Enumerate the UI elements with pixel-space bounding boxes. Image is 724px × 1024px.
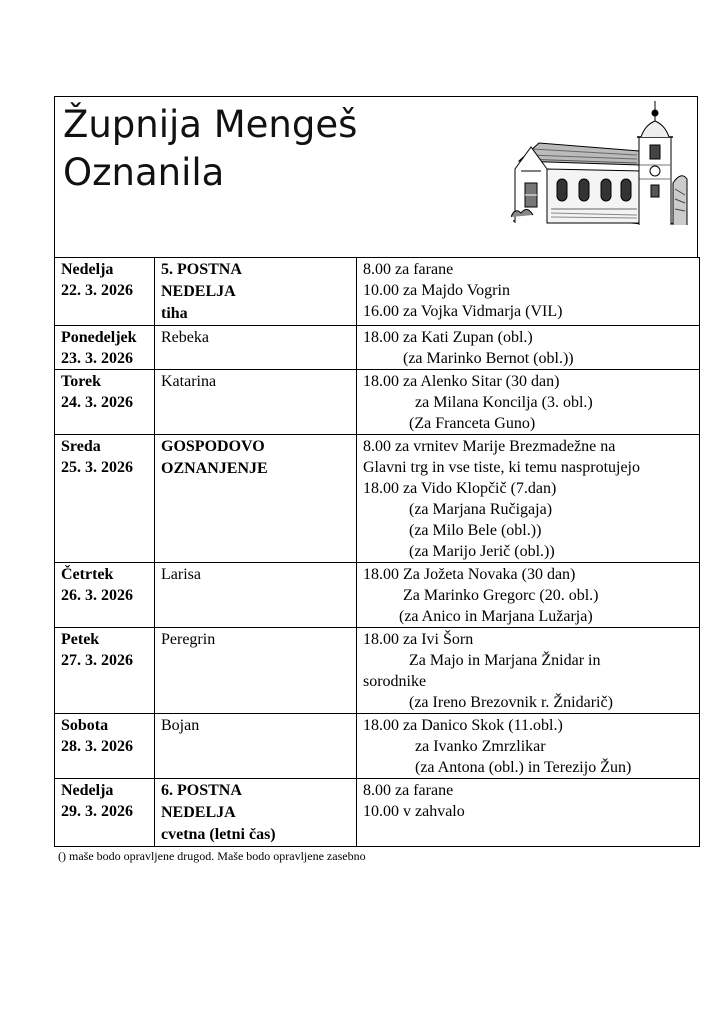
day-cell: [55, 258, 155, 326]
feast-line: GOSPODOVO: [161, 438, 265, 455]
mass-intention: 10.00 za Majdo Vogrin: [363, 282, 510, 299]
weekday: Sobota: [61, 717, 109, 734]
feast-line: NEDELJA: [161, 804, 236, 821]
schedule-row: [55, 326, 700, 370]
feast-line: 6. POSTNA: [161, 782, 242, 799]
date: 22. 3. 2026: [61, 282, 133, 299]
footnote: () maše bodo opravljene drugod. Maše bodo opravljene zasebno: [58, 849, 366, 863]
schedule-row: [55, 714, 700, 779]
feast-cell: [155, 563, 357, 628]
feast-line: 5. POSTNA: [161, 261, 242, 278]
feast-cell: [155, 435, 357, 563]
weekday: Sreda: [61, 438, 101, 455]
feast-cell: [155, 628, 357, 714]
weekday: Torek: [61, 373, 102, 390]
bulletin-title: Oznanila: [63, 151, 225, 194]
mass-intention: 18.00 za Vido Klopčič (7.dan): [363, 480, 557, 497]
feast-line: Peregrin: [161, 631, 216, 648]
mass-intentions-cell: [357, 563, 700, 628]
day-cell: [55, 563, 155, 628]
mass-intention: 8.00 za farane: [363, 782, 454, 799]
mass-intention: 18.00 za Ivi Šorn: [363, 631, 474, 648]
mass-intention: Za Majo in Marjana Žnidar in: [409, 652, 601, 669]
mass-intention: (Za Franceta Guno): [409, 415, 536, 432]
mass-intentions-cell: [357, 258, 700, 326]
bulletin-header: [54, 96, 698, 258]
mass-intention: (za Marjana Ručigaja): [409, 501, 553, 518]
mass-intention: 16.00 za Vojka Vidmarja (VIL): [363, 303, 563, 320]
weekday: Četrtek: [61, 566, 114, 583]
day-cell: [55, 370, 155, 435]
feast-line: OZNANJENJE: [161, 460, 268, 477]
weekday: Nedelja: [61, 261, 114, 278]
mass-intention: 18.00 Za Jožeta Novaka (30 dan): [363, 566, 576, 583]
mass-intention: 10.00 v zahvalo: [363, 803, 465, 820]
mass-intentions-cell: [357, 435, 700, 563]
feast-line: cvetna (letni čas): [161, 826, 276, 843]
day-cell: [55, 628, 155, 714]
weekday: Nedelja: [61, 782, 114, 799]
church-illustration-icon: [511, 99, 689, 227]
parish-title: Župnija Mengeš: [63, 103, 358, 146]
mass-intentions-cell: [357, 628, 700, 714]
date: 26. 3. 2026: [61, 587, 133, 604]
mass-intention: 18.00 za Kati Zupan (obl.): [363, 329, 533, 346]
mass-intention: 18.00 za Danico Skok (11.obl.): [363, 717, 563, 734]
date: 29. 3. 2026: [61, 803, 133, 820]
mass-intention: 18.00 za Alenko Sitar (30 dan): [363, 373, 560, 390]
day-cell: [55, 779, 155, 847]
feast-cell: [155, 714, 357, 779]
mass-intention: (za Antona (obl.) in Terezijo Žun): [415, 759, 632, 776]
mass-intentions-cell: [357, 326, 700, 370]
day-cell: [55, 435, 155, 563]
date: 25. 3. 2026: [61, 459, 133, 476]
feast-cell: [155, 326, 357, 370]
mass-intention: (za Marijo Jerič (obl.)): [409, 543, 555, 560]
weekday: Petek: [61, 631, 100, 648]
schedule-row: [55, 258, 700, 326]
mass-intention: (za Milo Bele (obl.)): [409, 522, 542, 539]
schedule-row: [55, 370, 700, 435]
mass-intention: (za Marinko Bernot (obl.)): [403, 350, 574, 367]
mass-intentions-cell: [357, 714, 700, 779]
weekday: Ponedeljek: [61, 329, 137, 346]
mass-intentions-cell: [357, 779, 700, 847]
date: 24. 3. 2026: [61, 394, 133, 411]
feast-line: tiha: [161, 305, 188, 322]
mass-intention: (za Ireno Brezovnik r. Žnidarič): [409, 694, 613, 711]
schedule-row: [55, 435, 700, 563]
date: 27. 3. 2026: [61, 652, 133, 669]
feast-line: Bojan: [161, 717, 200, 734]
feast-line: Rebeka: [161, 329, 209, 346]
feast-line: Katarina: [161, 373, 217, 390]
schedule-row: [55, 628, 700, 714]
schedule-row: [55, 779, 700, 847]
feast-cell: [155, 779, 357, 847]
mass-intention: Za Marinko Gregorc (20. obl.): [403, 587, 599, 604]
mass-intention: Glavni trg in vse tiste, ki temu nasprotujejo: [363, 459, 640, 476]
feast-cell: [155, 370, 357, 435]
day-cell: [55, 326, 155, 370]
day-cell: [55, 714, 155, 779]
mass-intention: sorodnike: [363, 673, 427, 690]
mass-intention: 8.00 za vrnitev Marije Brezmadežne na: [363, 438, 616, 455]
schedule-row: [55, 563, 700, 628]
mass-intention: 8.00 za farane: [363, 261, 454, 278]
feast-line: Larisa: [161, 566, 201, 583]
mass-intentions-cell: [357, 370, 700, 435]
mass-intention: (za Anico in Marjana Lužarja): [399, 608, 593, 625]
mass-intention: za Milana Koncilja (3. obl.): [415, 394, 593, 411]
feast-cell: [155, 258, 357, 326]
date: 23. 3. 2026: [61, 350, 133, 367]
mass-intention: za Ivanko Zmrzlikar: [415, 738, 546, 755]
feast-line: NEDELJA: [161, 283, 236, 300]
mass-schedule-table: [54, 257, 700, 847]
date: 28. 3. 2026: [61, 738, 133, 755]
